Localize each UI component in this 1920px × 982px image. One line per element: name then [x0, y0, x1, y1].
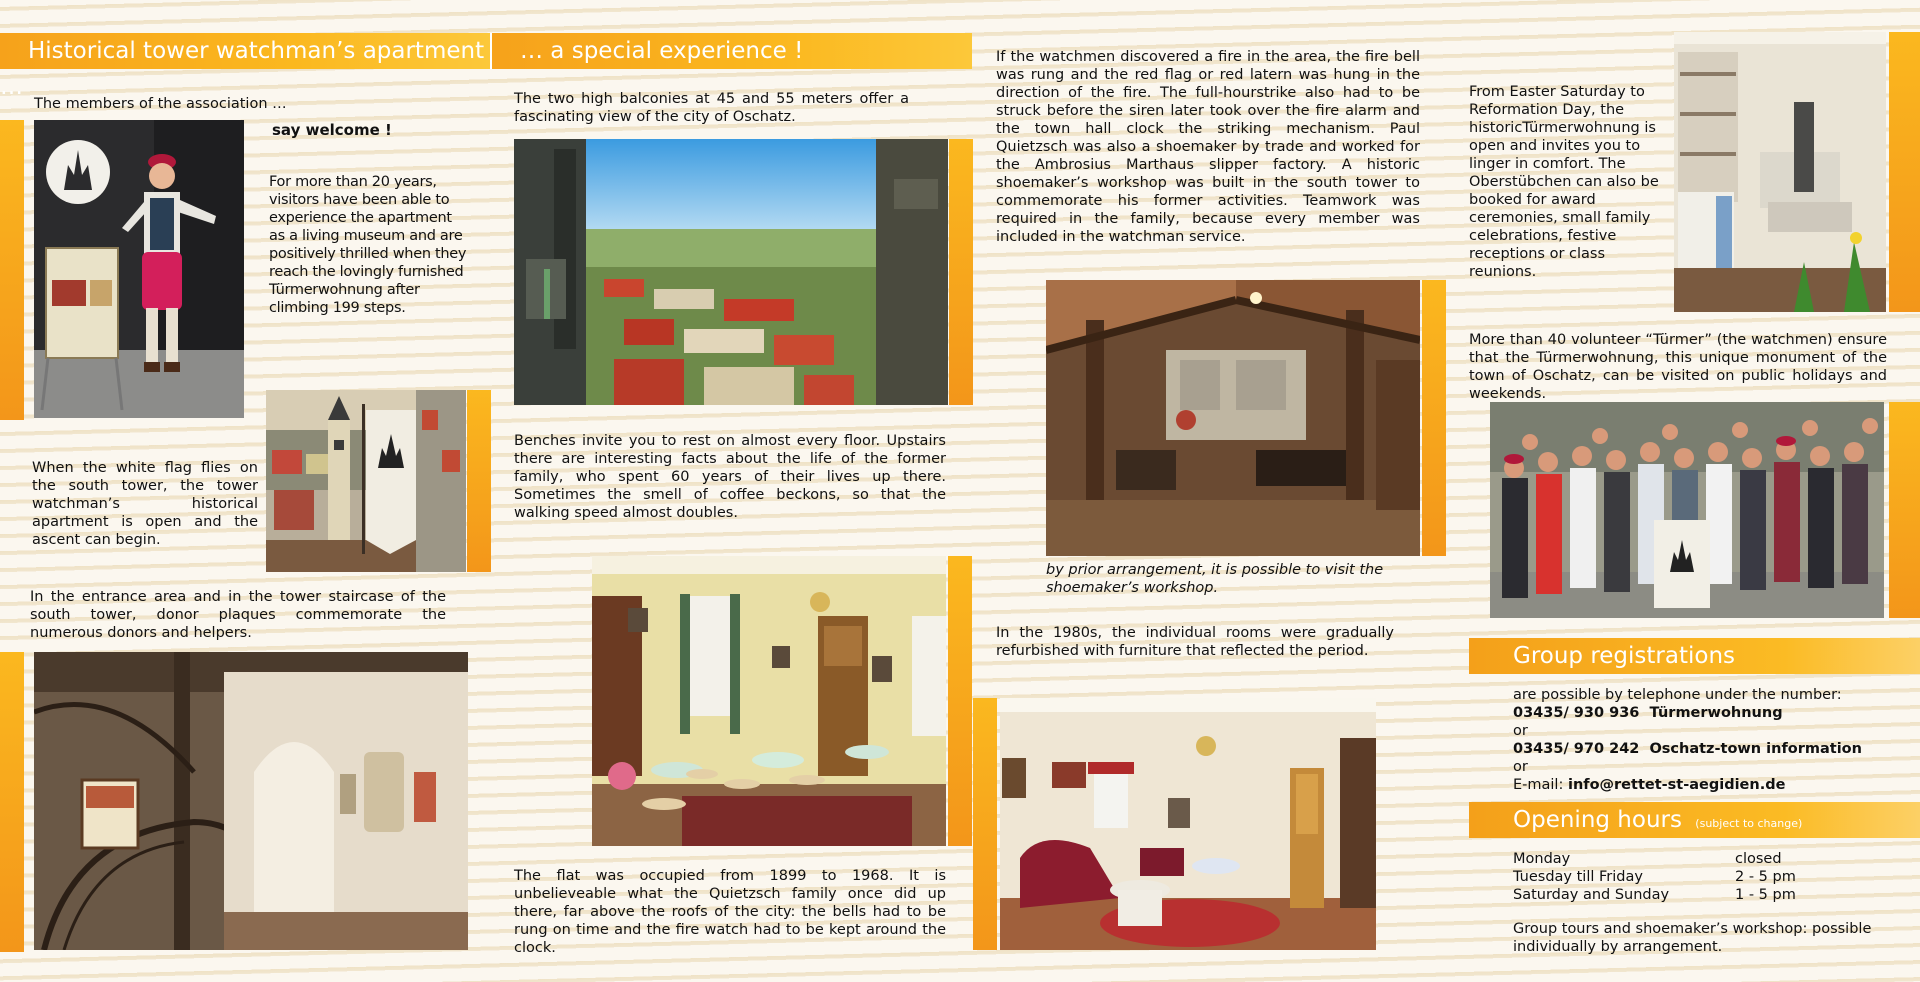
email-line	[1513, 776, 1893, 794]
photo-parlour	[592, 556, 946, 846]
header-title-left: Historical tower watchman’s apartment …	[0, 38, 485, 100]
photo-group	[1490, 402, 1884, 618]
header-divider	[490, 33, 492, 69]
accent-bar	[1422, 280, 1446, 556]
photo-staircase	[34, 652, 468, 950]
members-text: The members of the association …	[34, 96, 287, 112]
tours-text: Group tours and shoemaker’s workshop: possible individually by arrangement.	[1513, 921, 1872, 955]
balconies-text: The two high balconies at 45 and 55 meters offer a fascinating view of the city of Oschatz.	[514, 91, 909, 125]
hours-day: Monday	[1513, 851, 1571, 867]
photo-watchman	[34, 120, 244, 418]
photo-kitchen	[1674, 32, 1886, 312]
easter-text: From Easter Saturday to Reformation Day, the historicTürmerwohnung is open and invites you to linger in comfort. The Oberstübchen can also be booked for award ceremonies, small family celebrations, festive receptions or class reunions.	[1469, 84, 1659, 280]
accent-bar	[0, 652, 24, 952]
plaques-text: In the entrance area and in the tower staircase of the south tower, donor plaques commemorate the numerous donors and helpers.	[30, 589, 446, 641]
group-registrations-title: Group registrations	[1513, 643, 1736, 669]
opening-hours-band	[1469, 802, 1920, 838]
fire-text: If the watchmen discovered a fire in the area, the fire bell was rung and the red flag or red latern was hung in the direction of the fire. The full-hourstrike also had to be struck before the siren later took over the fire alarm and the town hall clock the striking mechanism. Paul Quietzsch was also a shoemaker by trade and worked for the Ambrosius Marthaus slipper factory. A historic shoemaker’s workshop was built in the south tower to commemorate his former activities. Teamwork was required in the family, because every member was included in the watchman service.	[996, 49, 1420, 245]
accent-bar	[948, 556, 972, 846]
welcome-text: say welcome !	[272, 121, 392, 139]
flag-text: When the white flag flies on the south tower, the tower watchman’s historical apartment is open and the ascent can begin.	[32, 460, 258, 548]
accent-bar	[1889, 32, 1920, 312]
hours-row	[1513, 850, 1803, 868]
group-registrations-band	[1469, 638, 1920, 674]
email-label: E-mail:	[1513, 777, 1568, 793]
phone-town-information: 03435/ 970 242 Oschatz-town information	[1513, 741, 1862, 757]
hours-time: 2 - 5 pm	[1735, 869, 1796, 885]
hours-day: Saturday and Sunday	[1513, 887, 1670, 903]
benches-text: Benches invite you to rest on almost every floor. Upstairs there are interesting facts about the life of the former family, who spent 60 years of their lives up there. Sometimes the smell of coffee beckons, so that the walking speed almost doubles.	[514, 433, 946, 521]
intro-text: For more than 20 years, visitors have been able to experience the apartment as a living museum and are positively thrilled when they reach the lovingly furnished Türmerwohnung after climbing 199 steps.	[269, 174, 467, 316]
photo-town-flag	[266, 390, 466, 572]
hours-day: Tuesday till Friday	[1513, 869, 1643, 885]
accent-bar	[0, 120, 24, 420]
photo-shoemaker-workshop	[1046, 280, 1420, 556]
opening-hours-note: (subject to change)	[1695, 817, 1803, 830]
accent-bar	[973, 698, 997, 950]
workshop-caption: by prior arrangement, it is possible to visit the shoemaker’s workshop.	[1046, 562, 1384, 596]
hours-time: 1 - 5 pm	[1735, 887, 1796, 903]
photo-living-room	[1000, 698, 1376, 950]
email-link[interactable]: info@rettet-st-aegidien.de	[1567, 777, 1786, 793]
accent-bar	[1889, 402, 1920, 618]
accent-bar	[467, 390, 491, 572]
flat-text: The flat was occupied from 1899 to 1968. It is unbelieveable what the Quietzsch family once did up there, far above the roofs of the city: the bells had to be rung on time and the fire watch had to be kept around the clock.	[514, 868, 946, 956]
photo-city-view	[514, 139, 948, 405]
hours-time: closed	[1735, 851, 1782, 867]
accent-bar	[949, 139, 973, 405]
eighties-text: In the 1980s, the individual rooms were gradually refurbished with furniture that reflected the period.	[996, 625, 1394, 659]
hours-row	[1513, 886, 1803, 904]
header-band-left	[0, 33, 490, 100]
opening-hours-title: Opening hours	[1513, 807, 1682, 833]
phone-turmerwohnung: 03435/ 930 936 Türmerwohnung	[1513, 705, 1783, 721]
header-title-right: … a special experience !	[520, 38, 804, 64]
volunteers-text: More than 40 volunteer “Türmer” (the watchmen) ensure that the Türmerwohnung, this unique monument of the town of Oschatz, can be visited on public holidays and weekends.	[1469, 332, 1887, 402]
header-band-right	[492, 33, 972, 69]
group-intro: are possible by telephone under the number:	[1513, 687, 1842, 703]
or-text: or	[1513, 723, 1528, 739]
hours-row	[1513, 868, 1803, 886]
or-text: or	[1513, 759, 1528, 775]
